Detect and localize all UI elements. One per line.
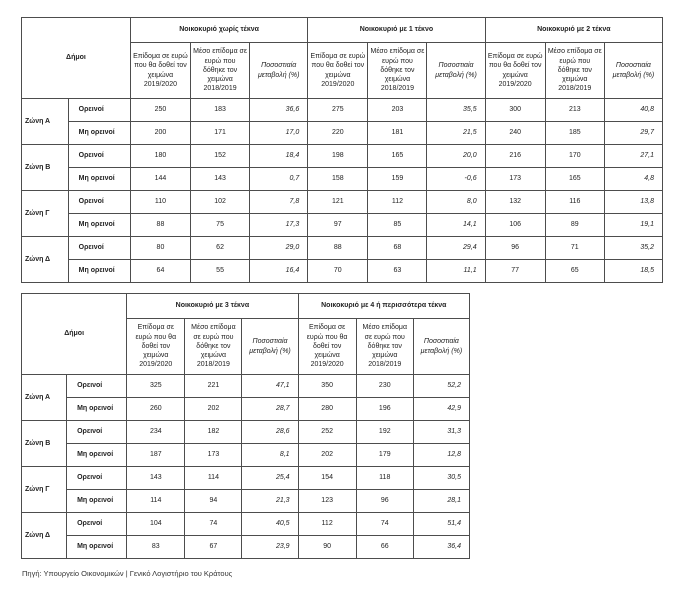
value-cell: 187 xyxy=(127,444,185,467)
change-cell: 17,0 xyxy=(250,122,308,145)
municipalities-header: Δήμοι xyxy=(22,294,127,375)
allowance-table-2 xyxy=(21,293,470,559)
value-cell: 171 xyxy=(191,122,250,145)
value-cell: 325 xyxy=(127,375,185,398)
change-cell: 35,2 xyxy=(604,237,662,260)
value-cell: 158 xyxy=(308,168,368,191)
allowance-header: Επίδομα σε ευρώ που θα δοθεί τον χειμώνα 2019/2020 xyxy=(130,43,190,99)
value-cell: 118 xyxy=(356,467,413,490)
household-group-header: Νοικοκυριό με 1 τέκνο xyxy=(308,18,485,43)
zone-label: Ζώνη Δ xyxy=(22,237,69,283)
value-cell: 144 xyxy=(130,168,190,191)
value-cell: 230 xyxy=(356,375,413,398)
table-row xyxy=(22,421,470,444)
change-cell: 40,5 xyxy=(242,513,298,536)
change-header: Ποσοστιαία μεταβολή (%) xyxy=(604,43,662,99)
value-cell: 152 xyxy=(191,145,250,168)
average-header: Μέσο επίδομα σε ευρώ που δόθηκε τον χειμώνα 2018/2019 xyxy=(356,319,413,375)
value-cell: 260 xyxy=(127,398,185,421)
source-note: Πηγή: Υπουργείο Οικονομικών | Γενικό Λογιστήριο του Κράτους xyxy=(22,569,233,578)
zone-label: Ζώνη Δ xyxy=(22,513,67,559)
household-group-header: Νοικοκυριό με 3 τέκνα xyxy=(127,294,298,319)
zone-label: Ζώνη Α xyxy=(22,99,69,145)
value-cell: 74 xyxy=(356,513,413,536)
average-header: Μέσο επίδομα σε ευρώ που δόθηκε τον χειμώνα 2018/2019 xyxy=(185,319,242,375)
value-cell: 121 xyxy=(308,191,368,214)
value-cell: 173 xyxy=(485,168,545,191)
value-cell: 154 xyxy=(298,467,356,490)
value-cell: 75 xyxy=(191,214,250,237)
terrain-type-label: Ορεινοί xyxy=(68,191,130,214)
value-cell: 83 xyxy=(127,536,185,559)
value-cell: 66 xyxy=(356,536,413,559)
change-cell: 13,8 xyxy=(604,191,662,214)
value-cell: 179 xyxy=(356,444,413,467)
terrain-type-label: Μη ορεινοί xyxy=(67,490,127,513)
value-cell: 275 xyxy=(308,99,368,122)
change-cell: 42,9 xyxy=(413,398,469,421)
value-cell: 88 xyxy=(308,237,368,260)
value-cell: 104 xyxy=(127,513,185,536)
household-group-header: Νοικοκυριό χωρίς τέκνα xyxy=(130,18,307,43)
value-cell: 198 xyxy=(308,145,368,168)
value-cell: 280 xyxy=(298,398,356,421)
value-cell: 64 xyxy=(130,260,190,283)
value-cell: 165 xyxy=(368,145,427,168)
change-cell: 36,6 xyxy=(250,99,308,122)
change-cell: 47,1 xyxy=(242,375,298,398)
value-cell: 220 xyxy=(308,122,368,145)
allowance-header: Επίδομα σε ευρώ που θα δοθεί τον χειμώνα 2019/2020 xyxy=(298,319,356,375)
terrain-type-label: Μη ορεινοί xyxy=(68,168,130,191)
change-cell: 21,3 xyxy=(242,490,298,513)
change-header: Ποσοστιαία μεταβολή (%) xyxy=(427,43,485,99)
change-cell: 12,8 xyxy=(413,444,469,467)
value-cell: 213 xyxy=(545,99,604,122)
value-cell: 240 xyxy=(485,122,545,145)
terrain-type-label: Ορεινοί xyxy=(67,421,127,444)
table-row xyxy=(22,536,470,559)
change-cell: 7,8 xyxy=(250,191,308,214)
change-header: Ποσοστιαία μεταβολή (%) xyxy=(413,319,469,375)
value-cell: 114 xyxy=(127,490,185,513)
zone-label: Ζώνη Β xyxy=(22,421,67,467)
value-cell: 216 xyxy=(485,145,545,168)
change-cell: 19,1 xyxy=(604,214,662,237)
value-cell: 96 xyxy=(356,490,413,513)
value-cell: 185 xyxy=(545,122,604,145)
table-row xyxy=(22,99,663,122)
change-cell: 28,1 xyxy=(413,490,469,513)
table-row xyxy=(22,237,663,260)
change-cell: 29,0 xyxy=(250,237,308,260)
value-cell: 202 xyxy=(298,444,356,467)
table-row xyxy=(22,260,663,283)
value-cell: 63 xyxy=(368,260,427,283)
allowance-header: Επίδομα σε ευρώ που θα δοθεί τον χειμώνα 2019/2020 xyxy=(308,43,368,99)
value-cell: 143 xyxy=(191,168,250,191)
value-cell: 173 xyxy=(185,444,242,467)
zone-label: Ζώνη Γ xyxy=(22,191,69,237)
value-cell: 202 xyxy=(185,398,242,421)
table-row xyxy=(22,467,470,490)
value-cell: 192 xyxy=(356,421,413,444)
change-cell: 18,4 xyxy=(250,145,308,168)
change-cell: 30,5 xyxy=(413,467,469,490)
change-cell: 17,3 xyxy=(250,214,308,237)
table-row xyxy=(22,122,663,145)
value-cell: 116 xyxy=(545,191,604,214)
value-cell: 350 xyxy=(298,375,356,398)
value-cell: 183 xyxy=(191,99,250,122)
table-row xyxy=(22,214,663,237)
zone-label: Ζώνη Β xyxy=(22,145,69,191)
value-cell: 300 xyxy=(485,99,545,122)
value-cell: 67 xyxy=(185,536,242,559)
table-row xyxy=(22,490,470,513)
table-row xyxy=(22,375,470,398)
allowance-table-1 xyxy=(21,17,663,283)
change-cell: 8,1 xyxy=(242,444,298,467)
value-cell: 234 xyxy=(127,421,185,444)
value-cell: 196 xyxy=(356,398,413,421)
change-header: Ποσοστιαία μεταβολή (%) xyxy=(242,319,298,375)
value-cell: 96 xyxy=(485,237,545,260)
change-cell: 40,8 xyxy=(604,99,662,122)
average-header: Μέσο επίδομα σε ευρώ που δόθηκε τον χειμώνα 2018/2019 xyxy=(191,43,250,99)
change-cell: 16,4 xyxy=(250,260,308,283)
municipalities-header: Δήμοι xyxy=(22,18,131,99)
table-row xyxy=(22,513,470,536)
table-row xyxy=(22,398,470,421)
value-cell: 74 xyxy=(185,513,242,536)
change-cell: 4,8 xyxy=(604,168,662,191)
change-cell: 25,4 xyxy=(242,467,298,490)
terrain-type-label: Ορεινοί xyxy=(68,99,130,122)
change-cell: 36,4 xyxy=(413,536,469,559)
value-cell: 165 xyxy=(545,168,604,191)
zone-label: Ζώνη Γ xyxy=(22,467,67,513)
value-cell: 90 xyxy=(298,536,356,559)
change-cell: 51,4 xyxy=(413,513,469,536)
terrain-type-label: Μη ορεινοί xyxy=(68,260,130,283)
terrain-type-label: Μη ορεινοί xyxy=(67,398,127,421)
value-cell: 85 xyxy=(368,214,427,237)
change-cell: 29,4 xyxy=(427,237,485,260)
table-row xyxy=(22,168,663,191)
value-cell: 65 xyxy=(545,260,604,283)
allowance-header: Επίδομα σε ευρώ που θα δοθεί τον χειμώνα 2019/2020 xyxy=(127,319,185,375)
change-cell: 52,2 xyxy=(413,375,469,398)
change-cell: 31,3 xyxy=(413,421,469,444)
value-cell: 94 xyxy=(185,490,242,513)
change-cell: 14,1 xyxy=(427,214,485,237)
value-cell: 70 xyxy=(308,260,368,283)
value-cell: 181 xyxy=(368,122,427,145)
change-cell: 21,5 xyxy=(427,122,485,145)
terrain-type-label: Μη ορεινοί xyxy=(68,214,130,237)
terrain-type-label: Μη ορεινοί xyxy=(67,444,127,467)
zone-label: Ζώνη Α xyxy=(22,375,67,421)
change-header: Ποσοστιαία μεταβολή (%) xyxy=(250,43,308,99)
average-header: Μέσο επίδομα σε ευρώ που δόθηκε τον χειμώνα 2018/2019 xyxy=(368,43,427,99)
value-cell: 114 xyxy=(185,467,242,490)
average-header: Μέσο επίδομα σε ευρώ που δόθηκε τον χειμώνα 2018/2019 xyxy=(545,43,604,99)
value-cell: 55 xyxy=(191,260,250,283)
terrain-type-label: Ορεινοί xyxy=(67,375,127,398)
value-cell: 89 xyxy=(545,214,604,237)
table-row xyxy=(22,191,663,214)
value-cell: 80 xyxy=(130,237,190,260)
change-cell: 27,1 xyxy=(604,145,662,168)
value-cell: 110 xyxy=(130,191,190,214)
terrain-type-label: Ορεινοί xyxy=(67,467,127,490)
terrain-type-label: Ορεινοί xyxy=(68,145,130,168)
value-cell: 252 xyxy=(298,421,356,444)
value-cell: 112 xyxy=(298,513,356,536)
value-cell: 123 xyxy=(298,490,356,513)
table-row xyxy=(22,444,470,467)
table-row xyxy=(22,145,663,168)
change-cell: 28,6 xyxy=(242,421,298,444)
change-cell: 23,9 xyxy=(242,536,298,559)
terrain-type-label: Μη ορεινοί xyxy=(68,122,130,145)
terrain-type-label: Μη ορεινοί xyxy=(67,536,127,559)
value-cell: 132 xyxy=(485,191,545,214)
value-cell: 180 xyxy=(130,145,190,168)
change-cell: 35,5 xyxy=(427,99,485,122)
value-cell: 88 xyxy=(130,214,190,237)
value-cell: 221 xyxy=(185,375,242,398)
change-cell: 20,0 xyxy=(427,145,485,168)
value-cell: 106 xyxy=(485,214,545,237)
value-cell: 71 xyxy=(545,237,604,260)
value-cell: 170 xyxy=(545,145,604,168)
value-cell: 97 xyxy=(308,214,368,237)
value-cell: 143 xyxy=(127,467,185,490)
value-cell: 200 xyxy=(130,122,190,145)
change-cell: 0,7 xyxy=(250,168,308,191)
value-cell: 102 xyxy=(191,191,250,214)
value-cell: 182 xyxy=(185,421,242,444)
value-cell: 159 xyxy=(368,168,427,191)
terrain-type-label: Ορεινοί xyxy=(67,513,127,536)
change-cell: 18,5 xyxy=(604,260,662,283)
value-cell: 77 xyxy=(485,260,545,283)
household-group-header: Νοικοκυριό με 2 τέκνα xyxy=(485,18,662,43)
group-header-row xyxy=(22,18,663,43)
value-cell: 250 xyxy=(130,99,190,122)
change-cell: 28,7 xyxy=(242,398,298,421)
change-cell: 29,7 xyxy=(604,122,662,145)
allowance-header: Επίδομα σε ευρώ που θα δοθεί τον χειμώνα 2019/2020 xyxy=(485,43,545,99)
value-cell: 112 xyxy=(368,191,427,214)
change-cell: 11,1 xyxy=(427,260,485,283)
change-cell: 8,0 xyxy=(427,191,485,214)
value-cell: 68 xyxy=(368,237,427,260)
terrain-type-label: Ορεινοί xyxy=(68,237,130,260)
value-cell: 203 xyxy=(368,99,427,122)
value-cell: 62 xyxy=(191,237,250,260)
group-header-row xyxy=(22,294,470,319)
household-group-header: Νοικοκυριό με 4 ή περισσότερα τέκνα xyxy=(298,294,469,319)
change-cell: -0,6 xyxy=(427,168,485,191)
